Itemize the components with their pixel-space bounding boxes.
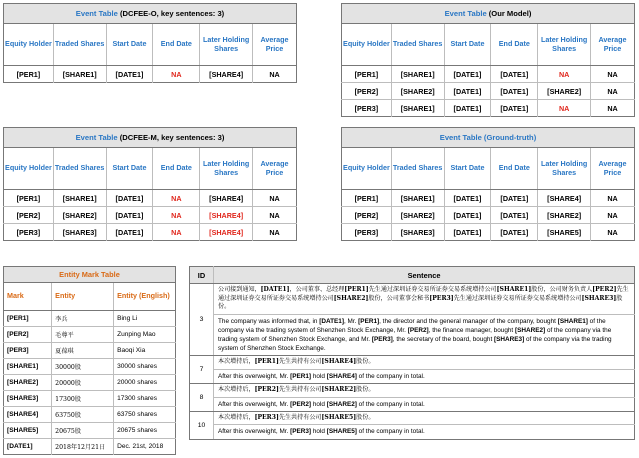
sentence-text: 股份。 — [218, 294, 623, 311]
entity-mark-ref: [SHARE4] — [321, 358, 357, 366]
table-row — [4, 327, 176, 343]
entity-name-english: 63750 shares — [114, 407, 176, 423]
table-row — [342, 224, 635, 241]
entity-mark-ref: [SHARE2] — [321, 386, 357, 394]
column-header: Start Date — [444, 24, 491, 66]
sentence-text: , the finance manager, bought — [428, 327, 515, 335]
column-header: Average Price — [591, 148, 635, 190]
entity-mark-ref: [PER2] — [254, 386, 279, 394]
sentence-row — [190, 356, 635, 370]
column-header: End Date — [153, 148, 200, 190]
table-cell: [SHARE4] — [200, 66, 253, 83]
table-row — [4, 66, 297, 83]
table-cell: [SHARE2] — [538, 207, 591, 224]
entity-mark: [PER1] — [4, 311, 52, 327]
table-cell: [PER1] — [342, 66, 392, 83]
sentence-text: The company was informed that, in — [218, 317, 320, 325]
sentence-text: After this overweight, Mr. — [218, 428, 291, 436]
sentence-text: hold — [311, 428, 327, 436]
sentence-text: ，公司董事、总经理 — [289, 286, 345, 293]
entity-mark: [SHARE5] — [4, 423, 52, 439]
sentence-text: of the company via the trading system of Shenzhen Stock Exchange, and Mr. — [218, 327, 612, 344]
table-row — [4, 423, 176, 439]
table-cell: [PER1] — [4, 190, 54, 207]
table-cell: [SHARE2] — [53, 207, 106, 224]
entity-mark: [SHARE2] — [4, 375, 52, 391]
event-table-our-model — [341, 3, 635, 117]
event-table-title: Event Table (DCFEE-O, key sentences: 3) — [4, 4, 297, 24]
table-row — [4, 343, 176, 359]
column-header: Average Price — [253, 148, 297, 190]
entity-name-english: Bing Li — [114, 311, 176, 327]
entity-mark-ref: [SHARE5] — [321, 413, 357, 421]
entity-name: 李兵 — [52, 311, 114, 327]
table-row — [4, 407, 176, 423]
entity-mark-ref: [SHARE4] — [326, 372, 357, 380]
sentence-text: 股份，公司财务负责人 — [531, 286, 593, 293]
table-cell: [SHARE4] — [200, 190, 253, 207]
sentence-text: of the company in total. — [356, 428, 425, 436]
sentence-id: 8 — [190, 384, 214, 412]
column-header: Equity Holder — [342, 148, 392, 190]
column-header: Start Date — [106, 24, 153, 66]
table-cell: [DATE1] — [444, 100, 491, 117]
table-cell: [SHARE4] — [538, 190, 591, 207]
table-cell: [SHARE1] — [53, 190, 106, 207]
table-cell: [SHARE3] — [391, 224, 444, 241]
table-row — [4, 359, 176, 375]
sentence-text: hold — [311, 400, 327, 408]
entity-mark-ref: [SHARE3] — [581, 294, 617, 302]
entity-mark-ref: [PER1] — [254, 358, 279, 366]
event-table-body — [342, 190, 635, 241]
entity-mark-ref: [PER3] — [371, 336, 393, 344]
table-cell: [SHARE2] — [538, 83, 591, 100]
column-header: Later Holding Shares — [200, 24, 253, 66]
table-cell: NA — [607, 103, 618, 113]
table-cell: [SHARE5] — [538, 224, 591, 241]
table-cell: NA — [591, 66, 635, 83]
entity-mark-ref: [SHARE1] — [496, 286, 532, 293]
sentence-text: 本次增持后， — [218, 358, 255, 366]
sentence-chinese — [214, 384, 635, 398]
table-cell: NA — [591, 83, 635, 100]
table-cell: NA — [269, 69, 280, 79]
sentence-text: 股份。 — [356, 358, 375, 366]
column-header: Start Date — [444, 148, 491, 190]
table-cell: [PER3] — [4, 224, 54, 241]
column-header: End Date — [491, 148, 538, 190]
entity-name-english: 20675 shares — [114, 423, 176, 439]
entity-name-english: Baoqi Xia — [114, 343, 176, 359]
table-cell: [DATE1] — [444, 207, 491, 224]
table-cell: [SHARE4] — [200, 224, 253, 241]
table-cell: [SHARE1] — [391, 190, 444, 207]
entity-name: 20000股 — [52, 375, 114, 391]
entity-mark-ref: [SHARE1] — [557, 317, 588, 325]
event-table-ground-truth — [341, 127, 635, 241]
entity-name: 毛尊平 — [52, 327, 114, 343]
table-cell: [SHARE1] — [391, 100, 444, 117]
entity-mark-ref: [SHARE2] — [326, 400, 357, 408]
table-cell: [PER3] — [342, 224, 392, 241]
entity-mark: [PER2] — [4, 327, 52, 343]
event-table-title: Event Table (DCFEE-M, key sentences: 3) — [4, 128, 297, 148]
entity-name-english: Dec. 21st, 2018 — [117, 443, 164, 450]
table-cell: [DATE1] — [491, 83, 538, 100]
sentence-text: 股份，公司董事会秘书 — [368, 294, 430, 302]
event-table-body — [4, 190, 297, 241]
table-cell: NA — [538, 100, 591, 117]
event-table-body — [342, 66, 635, 117]
table-cell: NA — [253, 190, 297, 207]
table-cell: [DATE1] — [444, 190, 491, 207]
table-cell: [DATE1] — [106, 66, 153, 83]
table-cell: [DATE1] — [491, 224, 538, 241]
sentence-english — [214, 369, 635, 383]
table-row — [342, 207, 635, 224]
table-cell: [PER1] — [4, 66, 54, 83]
entity-mark-ref: [SHARE5] — [326, 428, 357, 436]
table-row — [4, 439, 176, 455]
column-header: Later Holding Shares — [200, 148, 253, 190]
entity-mark-ref: [PER1] — [290, 372, 312, 380]
table-row — [4, 190, 297, 207]
event-table-dcfee-o — [3, 3, 297, 83]
column-header: Traded Shares — [53, 148, 106, 190]
table-cell: NA — [591, 190, 635, 207]
sentence-chinese — [214, 284, 635, 315]
sentence-row — [190, 411, 635, 425]
entity-mark-ref: [PER1] — [344, 286, 369, 293]
column-header: Average Price — [591, 24, 635, 66]
event-table-title: Event Table (Ground-truth) — [342, 128, 635, 148]
sentence-id: 3 — [190, 284, 214, 356]
table-cell: [DATE1] — [444, 66, 491, 83]
table-cell: [PER2] — [4, 207, 54, 224]
sentence-text: 先生通过深圳证券交易所证券交易系统增持公司 — [368, 286, 497, 293]
sentence-table — [189, 266, 635, 440]
column-header: Entity (English) — [114, 283, 176, 311]
column-header: Traded Shares — [391, 148, 444, 190]
table-row — [4, 311, 176, 327]
table-cell: NA — [153, 190, 200, 207]
table-row — [342, 66, 635, 83]
sentence-id: 10 — [190, 411, 214, 439]
entity-mark-ref: [SHARE2] — [333, 294, 369, 302]
table-row — [4, 224, 297, 241]
sentence-text: , Mr. — [343, 317, 359, 325]
sentence-text: of the company via the trading system of Shenzhen Stock Exchange. — [218, 336, 612, 353]
sentence-id: 7 — [190, 356, 214, 384]
table-row — [4, 391, 176, 407]
table-row — [4, 207, 297, 224]
entity-mark-ref: [DATE1] — [319, 317, 344, 325]
sentence-chinese — [214, 356, 635, 370]
sentence-text: 先生共持有公司 — [278, 358, 322, 366]
entity-mark-ref: [PER2] — [592, 286, 617, 293]
sentence-text: of the company in total. — [356, 400, 425, 408]
table-cell: [PER2] — [342, 83, 392, 100]
sentence-text: 先生通过深圳证券交易所证券交易系统增持公司 — [218, 286, 629, 302]
sentence-text: hold — [311, 372, 327, 380]
table-cell: [SHARE4] — [200, 207, 253, 224]
sentence-row — [190, 369, 635, 383]
entity-mark: [SHARE4] — [4, 407, 52, 423]
table-cell: [SHARE3] — [53, 224, 106, 241]
entity-name-english: 20000 shares — [114, 375, 176, 391]
sentence-english — [214, 425, 635, 439]
entity-mark: [PER3] — [4, 343, 52, 359]
column-header: Entity — [52, 283, 114, 311]
event-table-body — [4, 66, 297, 83]
entity-mark-ref: [PER2] — [407, 327, 429, 335]
table-cell: [SHARE1] — [53, 66, 106, 83]
sentence-text: 股份。 — [356, 413, 375, 421]
entity-name: 2018年12月21日 — [52, 439, 114, 455]
sentence-text: After this overweight, Mr. — [218, 372, 291, 380]
entity-table-body — [4, 311, 176, 455]
entity-mark: [SHARE3] — [4, 391, 52, 407]
entity-mark-ref: [DATE1] — [260, 286, 290, 293]
column-header: Mark — [4, 283, 52, 311]
sentence-text: of the company via the trading system of Shenzhen Stock Exchange, Mr. — [218, 317, 606, 335]
event-table-title: Event Table (Our Model) — [342, 4, 635, 24]
column-header: End Date — [153, 24, 200, 66]
entity-mark-ref: [PER2] — [290, 400, 312, 408]
table-row — [342, 83, 635, 100]
entity-mark: [SHARE1] — [4, 359, 52, 375]
column-header: End Date — [491, 24, 538, 66]
entity-mark-ref: [PER3] — [290, 428, 312, 436]
entity-name-english: 17300 shares — [114, 391, 176, 407]
column-header: Start Date — [106, 148, 153, 190]
sentence-text: 股份。 — [356, 386, 375, 394]
sentence-text: of the company in total. — [356, 372, 425, 380]
entity-table-title: Entity Mark Table — [4, 267, 176, 283]
column-header: Equity Holder — [4, 148, 54, 190]
column-header: Equity Holder — [342, 24, 392, 66]
column-header: Sentence — [214, 267, 635, 284]
column-header: Later Holding Shares — [538, 148, 591, 190]
sentence-text: 先生共持有公司 — [278, 413, 322, 421]
sentence-text: 先生共持有公司 — [278, 386, 322, 394]
entity-name: 30000股 — [52, 359, 114, 375]
table-row — [342, 190, 635, 207]
table-cell: [DATE1] — [444, 224, 491, 241]
event-table-dcfee-m — [3, 127, 297, 241]
entity-name: 20675股 — [52, 423, 114, 439]
sentence-row — [190, 397, 635, 411]
table-row — [342, 100, 635, 117]
table-cell: [SHARE2] — [391, 207, 444, 224]
sentence-text: 本次增持后， — [218, 413, 255, 421]
entity-mark-ref: [PER1] — [358, 317, 380, 325]
column-header: Later Holding Shares — [538, 24, 591, 66]
column-header: Traded Shares — [391, 24, 444, 66]
entity-mark-ref: [PER3] — [429, 294, 454, 302]
entity-name: 63750股 — [52, 407, 114, 423]
entity-name: 17300股 — [52, 391, 114, 407]
entity-name-english: 30000 shares — [114, 359, 176, 375]
table-cell: [PER3] — [342, 100, 392, 117]
table-cell: NA — [591, 207, 635, 224]
table-cell: NA — [153, 66, 200, 83]
sentence-text: , the director and the general manager of the company, bought — [379, 317, 558, 325]
table-cell: [DATE1] — [106, 190, 153, 207]
table-cell: NA — [269, 227, 280, 237]
sentence-row — [190, 384, 635, 398]
table-cell: [DATE1] — [106, 207, 153, 224]
table-cell: [SHARE1] — [391, 66, 444, 83]
sentence-text: 先生通过深圳证券交易所证券交易系统增持公司 — [453, 294, 582, 302]
table-cell: [DATE1] — [444, 83, 491, 100]
sentence-text: After this overweight, Mr. — [218, 400, 291, 408]
entity-mark-ref: [SHARE3] — [494, 336, 525, 344]
column-header: Equity Holder — [4, 24, 54, 66]
sentence-table-body — [190, 284, 635, 440]
sentence-row — [190, 425, 635, 439]
table-cell: NA — [153, 207, 200, 224]
entity-mark: [DATE1] — [4, 439, 52, 455]
table-cell: NA — [253, 207, 297, 224]
table-cell: NA — [153, 224, 200, 241]
entity-mark-ref: [PER3] — [254, 413, 279, 421]
table-cell: NA — [538, 66, 591, 83]
sentence-text: 公司接到通知， — [218, 286, 261, 293]
sentence-chinese — [214, 411, 635, 425]
column-header: Traded Shares — [53, 24, 106, 66]
table-cell: [SHARE2] — [391, 83, 444, 100]
sentence-english — [214, 314, 635, 355]
sentence-text: 本次增持后， — [218, 386, 255, 394]
table-cell: [DATE1] — [491, 100, 538, 117]
table-cell: [DATE1] — [106, 224, 153, 241]
column-header: Average Price — [253, 24, 297, 66]
table-row — [4, 375, 176, 391]
sentence-english — [214, 397, 635, 411]
table-cell: [DATE1] — [491, 207, 538, 224]
table-cell: [PER2] — [342, 207, 392, 224]
entity-name: 夏葆琪 — [52, 343, 114, 359]
table-cell: [PER1] — [342, 190, 392, 207]
sentence-row — [190, 314, 635, 355]
sentence-text: , the secretary of the board, bought — [392, 336, 495, 344]
sentence-row — [190, 284, 635, 315]
entity-mark-ref: [SHARE2] — [514, 327, 546, 335]
table-cell: [DATE1] — [491, 190, 538, 207]
table-cell: [DATE1] — [491, 66, 538, 83]
column-header: ID — [190, 267, 214, 284]
entity-mark-table — [3, 266, 176, 455]
table-cell: NA — [607, 227, 618, 237]
entity-name-english: Zunping Mao — [114, 327, 176, 343]
